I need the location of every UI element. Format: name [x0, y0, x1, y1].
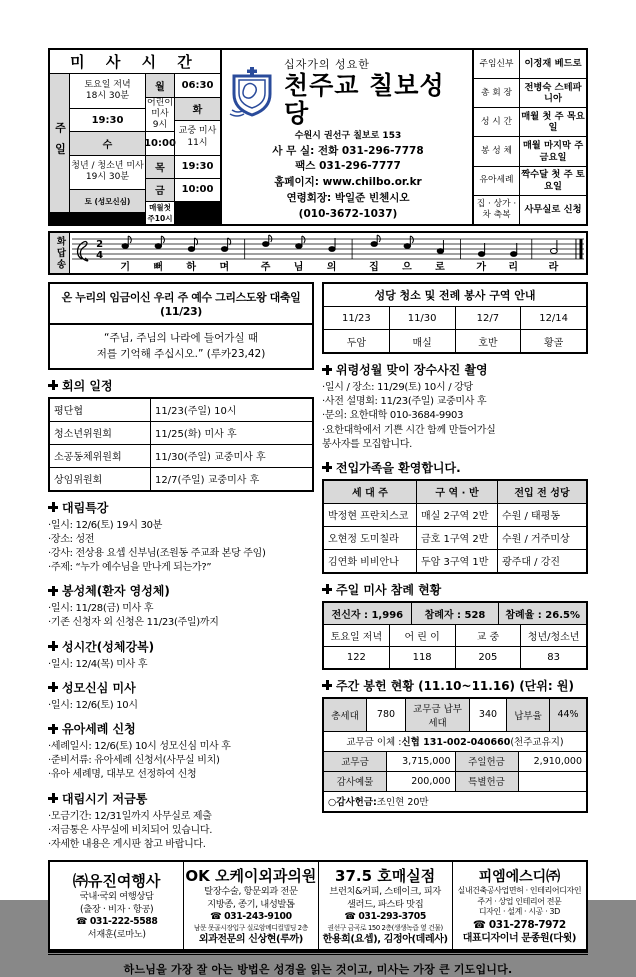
church-identity — [222, 50, 474, 224]
meeting-time: 11/23(주일) 10시 — [151, 399, 312, 421]
lyric-syllable: 로 — [435, 262, 445, 273]
transfer-info: 교무금 이체 : 신협 131-002-040660 (천주교유지) — [324, 732, 586, 751]
att-header: 교 중 — [456, 625, 521, 646]
offer-value: 340 — [470, 699, 506, 731]
detail-line: ·강사: 전상용 요셉 신부님(조원동 주교좌 본당 주임) — [48, 547, 266, 559]
parish-info-table — [474, 50, 586, 224]
lyric-syllable: 집 — [369, 262, 379, 273]
ad-surgery-clinic: OK 오케이외과의원 탈장수술, 항문외과 전문 지방종, 종기, 내성발톱 ☎ 031-243-9100 남문 못골시장입구 실로암메디컬빌딩 2층 외과전문의 신상현(루까) — [184, 862, 317, 949]
cleaning-date: 12/7 — [456, 307, 521, 329]
offer-label: 감사예물 — [324, 772, 386, 791]
ad-interior-design: 피엠에스디㈜ 실내건축공사업면허 · 인테리어디자인 주거 · 상업 인테리어 전문 디자인 · 설계 · 시공 · 3D ☎ 031-278-7972 대표디자이너 문종원(다윗) — [453, 862, 586, 949]
cleaning-date: 12/14 — [521, 307, 586, 329]
section-offering — [322, 677, 588, 813]
ad-restaurant: 37.5 호매실점 브런치&커피, 스테이크, 피자 샐러드, 파스타 맛집 ☎ 031-293-3705 권선구 금곡로 150 2층(생생녹즙 옆 건물) 한용희(요셉), 김정아(데레사) — [319, 862, 452, 949]
newcomer-zone: 두암 3구역 1반 — [417, 550, 497, 572]
info-value: 매월 첫 주 목요일 — [520, 108, 586, 136]
lyric-syllable: 며 — [219, 262, 230, 273]
detail-line: 봉사자를 모집합니다. — [322, 438, 412, 450]
cross-icon — [48, 641, 58, 651]
offer-amount — [519, 772, 587, 791]
offer-label: 교무금 납부세대 — [406, 699, 469, 731]
lyric-syllable: 으 — [402, 262, 412, 273]
offer-value: 780 — [367, 699, 405, 731]
weekday: 금 — [146, 179, 174, 201]
att-header: 청년/청소년 — [521, 625, 586, 646]
cross-icon — [48, 682, 58, 692]
newcomer-prev: 수원 / 태평동 — [498, 504, 586, 526]
weekday: 월 — [146, 74, 174, 96]
weekday-time: 매월첫주10시 — [147, 202, 173, 223]
hymn-label: 화답송 — [50, 233, 70, 273]
office-fax: 팩스 031-296-7777 — [295, 160, 401, 173]
sunday-label: 주일 — [50, 74, 69, 212]
att-value: 205 — [456, 647, 521, 668]
mass-time-table — [50, 50, 222, 224]
section-heading: 주간 봉헌 현황 (11.10~11.16) (단위: 원) — [336, 678, 574, 693]
lyric-syllable: 하 — [186, 262, 197, 273]
thanks-offering: ○감사헌금: 조인현 20만 — [324, 792, 586, 811]
chairman-phone: (010-3672-1037) — [298, 207, 398, 220]
detail-line: ·일시: 12/6(토) 19시 30분 — [48, 519, 163, 531]
cleaning-zone: 황골 — [521, 330, 586, 352]
newcomer-name: 김연화 비비안나 — [324, 550, 416, 572]
section-heading: 유아세례 신청 — [62, 722, 136, 737]
info-label: 총 회 장 — [474, 79, 519, 107]
offer-amount: 3,715,000 — [387, 752, 455, 771]
cross-icon — [322, 462, 332, 472]
detail-line: ·주제: “누가 예수님을 만나게 되는가?” — [48, 562, 212, 574]
cleaning-title: 성당 청소 및 전례 봉사 구역 안내 — [324, 284, 586, 306]
cross-icon — [48, 380, 58, 390]
divider-rule — [48, 951, 588, 955]
offer-amount: 200,000 — [387, 772, 455, 791]
detail-line: ·저금통은 사무실에 비치되어 있습니다. — [48, 824, 213, 836]
ad-title: 37.5 호매실점 — [335, 867, 436, 886]
lyric-syllable: 의 — [326, 262, 337, 273]
offer-label: 주일헌금 — [456, 752, 518, 771]
cleaning-zone: 호반 — [456, 330, 521, 352]
section-heading: 위령성월 맞이 장수사진 촬영 — [336, 363, 488, 377]
music-staff — [70, 233, 586, 273]
detail-line: ·일시: 11/28(금) 미사 후 — [48, 603, 154, 615]
detail-line: ·일시: 12/6(토) 10시 — [48, 699, 138, 711]
section-heading: 성모신심 미사 — [62, 680, 136, 695]
homepage: 홈페이지: www.chilbo.or.kr — [274, 176, 422, 188]
cleaning-date: 11/23 — [324, 307, 389, 329]
church-address: 수원시 권선구 칠보로 153 — [294, 131, 402, 141]
footer-slogan: 하느님을 가장 잘 아는 방법은 성경을 읽는 것이고, 미사는 가장 큰 기도입니다. — [123, 963, 513, 977]
ad-title: 피엠에스디㈜ — [478, 868, 561, 885]
meeting-name: 평단협 — [50, 399, 150, 421]
church-contact — [228, 130, 468, 222]
col-header: 구 역 · 반 — [417, 481, 497, 503]
detail-line: ·기존 신청자 외 신청은 11/23(주일)까지 — [48, 617, 219, 629]
detail-line: ·자세한 내용은 게시판 참고 바랍니다. — [48, 838, 206, 850]
feast-title: 온 누리의 임금이신 우리 주 예수 그리스도왕 대축일(11/23) — [50, 284, 312, 325]
newcomer-zone: 매실 2구역 2반 — [417, 504, 497, 526]
detail-line: ·준비서류: 유아세례 신청서(사무실 비치) — [48, 755, 220, 767]
meeting-time: 11/30(주일) 교중미사 후 — [151, 445, 312, 467]
chairman: 연령회장: 박일준 빈첸시오 — [286, 191, 410, 204]
offering-table — [322, 697, 588, 813]
sunday-mass: 어린이 미사 9시 — [146, 97, 174, 131]
lyric-syllable: 뻐 — [153, 262, 164, 273]
section-attendance — [322, 581, 588, 670]
section-photo — [322, 361, 588, 452]
section-heading: 성시간(성체강복) — [62, 639, 155, 654]
detail-line: ·일시 / 장소: 11/29(토) 10시 / 강당 — [322, 382, 473, 393]
section-meetings — [48, 377, 314, 492]
lyric-syllable: 주 — [260, 262, 271, 273]
att-value: 83 — [521, 647, 586, 668]
detail-line: ·유아 세례명, 대부모 선정하여 신청 — [48, 769, 197, 781]
section-heading: 대림시기 저금통 — [62, 791, 148, 806]
ad-title: OK 오케이외과의원 — [185, 867, 317, 886]
stat-cell: 참례자 : 528 — [412, 603, 499, 624]
meeting-name: 소공동체위원회 — [50, 445, 150, 467]
detail-line: ·문의: 요한대학 010-3684-9903 — [322, 410, 464, 422]
meeting-name: 청소년위원회 — [50, 422, 150, 444]
info-label: 유아세례 — [474, 167, 519, 195]
section-newcomers — [322, 459, 588, 574]
info-value: 매월 마지막 주 금요일 — [520, 137, 586, 165]
section-heading: 봉성체(환자 영성체) — [62, 584, 170, 599]
att-header: 어 린 이 — [390, 625, 455, 646]
stat-cell: 전신자 : 1,996 — [324, 603, 411, 624]
feast-box — [48, 282, 314, 370]
detail-line: ·모금기간: 12/31일까지 사무실로 제출 — [48, 810, 212, 822]
detail-line: ·세례일시: 12/6(토) 10시 성모신심 미사 후 — [48, 741, 231, 753]
ad-travel-agency: ㈜유진여행사 국내·국외 여행상담 (출장 · 비자 · 항공) ☎ 031-222-5588 서재훈(로마노) — [50, 862, 183, 949]
cross-icon — [48, 586, 58, 596]
newcomer-zone: 금호 1구역 2반 — [417, 527, 497, 549]
section-communion-sick — [48, 582, 314, 630]
ad-title: ㈜유진여행사 — [72, 872, 161, 891]
offer-amount: 2,910,000 — [519, 752, 587, 771]
stat-cell: 참례율 : 26.5% — [499, 603, 586, 624]
att-value: 122 — [324, 647, 389, 668]
section-advent-moneybox — [48, 790, 314, 853]
cross-icon — [48, 724, 58, 734]
col-header: 세 대 주 — [324, 481, 416, 503]
section-heading: 주일 미사 참례 현황 — [336, 582, 442, 597]
hymn-lyrics — [70, 258, 586, 272]
info-label: 집 · 상가 · 차 축복 — [474, 196, 519, 224]
info-label: 성 시 간 — [474, 108, 519, 136]
section-heading: 회의 일정 — [62, 378, 113, 393]
svg-text:4: 4 — [96, 250, 104, 261]
left-column — [48, 282, 314, 852]
lyric-syllable: 기 — [120, 262, 131, 273]
cross-icon — [48, 793, 58, 803]
detail-line: ·사전 설명회: 11/23(주일) 교중미사 후 — [322, 396, 487, 408]
responsorial-psalm — [48, 231, 588, 275]
weekday: 수 — [70, 132, 145, 154]
sunday-mass: 청년 / 청소년 미사 19시 30분 — [70, 156, 145, 190]
att-header: 토요일 저녁 — [324, 625, 389, 646]
weekday-time: 19:30 — [175, 156, 220, 178]
weekday: 화 — [175, 98, 220, 120]
weekday-time: 19:30 — [70, 109, 145, 131]
offer-label: 특별헌금 — [456, 772, 518, 791]
cleaning-zone: 매실 — [390, 330, 455, 352]
offer-value: 44% — [550, 699, 586, 731]
mass-table-title: 미 사 시 간 — [50, 50, 220, 73]
meeting-name: 상임위원회 — [50, 468, 150, 490]
church-name: 천주교 칠보성당 — [284, 71, 445, 128]
cross-icon — [48, 502, 58, 512]
newcomers-table — [322, 479, 588, 574]
newcomer-prev: 수원 / 거주미상 — [498, 527, 586, 549]
lyric-syllable: 리 — [508, 262, 519, 273]
cleaning-date: 11/30 — [390, 307, 455, 329]
cross-icon — [322, 584, 332, 594]
weekday-time: 06:30 — [175, 74, 220, 96]
advertisements — [48, 860, 588, 951]
lyric-syllable: 라 — [548, 262, 559, 273]
info-label: 주임신부 — [474, 50, 519, 78]
church-emblem-icon — [228, 66, 278, 118]
sunday-mass: 토요일 저녁 18시 30분 — [70, 74, 145, 108]
info-label: 봉 성 체 — [474, 137, 519, 165]
lyric-syllable: 가 — [476, 262, 487, 273]
offer-label: 총세대 — [324, 699, 366, 731]
section-marian-mass — [48, 679, 314, 713]
detail-line: ·요한대학에서 기쁜 시간 함께 만들어가실 — [322, 424, 496, 436]
section-holy-hour — [48, 638, 314, 672]
cleaning-zone: 두암 — [324, 330, 389, 352]
newcomer-prev: 광주대 / 강진 — [498, 550, 586, 572]
svg-text:2: 2 — [96, 239, 104, 250]
info-value: 이정재 베드로 — [520, 50, 586, 78]
detail-line: ·장소: 성전 — [48, 533, 95, 545]
meeting-time: 12/7(주일) 교중미사 후 — [151, 468, 312, 490]
section-infant-baptism — [48, 720, 314, 783]
offer-label: 납부율 — [507, 699, 549, 731]
church-tagline: 십자가의 성요한 — [284, 58, 370, 71]
newcomer-name: 오현정 도미칠라 — [324, 527, 416, 549]
info-value: 사무실로 신청 — [520, 196, 586, 224]
right-column — [322, 282, 588, 852]
sunday-mass: 교중 미사 11시 — [175, 121, 220, 155]
cross-icon — [322, 680, 332, 690]
col-header: 전입 전 성당 — [498, 481, 586, 503]
weekday: 토 (성모신심) — [70, 190, 145, 212]
meetings-table — [48, 397, 314, 492]
section-heading: 전입가족을 환영합니다. — [336, 460, 461, 475]
detail-line: ·일시: 12/4(목) 미사 후 — [48, 658, 148, 670]
feast-quote: “주님, 주님의 나라에 들어가실 때 저를 기억해 주십시오.” (루카23,42) — [96, 332, 266, 361]
cross-icon — [322, 365, 332, 375]
header — [48, 48, 588, 226]
cleaning-table — [322, 282, 588, 354]
music-staff-svg — [70, 234, 586, 261]
offer-label: 교무금 — [324, 752, 386, 771]
meeting-time: 11/25(화) 미사 후 — [151, 422, 312, 444]
attendance-table — [322, 601, 588, 670]
weekday-time: 10:00 — [146, 132, 174, 154]
newcomer-name: 박정현 프란치스코 — [324, 504, 416, 526]
weekday: 목 — [146, 156, 174, 178]
weekday-time: 10:00 — [175, 179, 220, 201]
section-heading: 대림특강 — [62, 500, 109, 515]
att-value: 118 — [390, 647, 455, 668]
office-phone: 사 무 실: 전화 031-296-7778 — [272, 144, 424, 157]
section-advent-lecture — [48, 499, 314, 576]
lyric-syllable: 님 — [293, 262, 304, 273]
info-value: 전병숙 스테파니아 — [520, 79, 586, 107]
info-value: 짝수달 첫 주 토요일 — [520, 167, 586, 195]
